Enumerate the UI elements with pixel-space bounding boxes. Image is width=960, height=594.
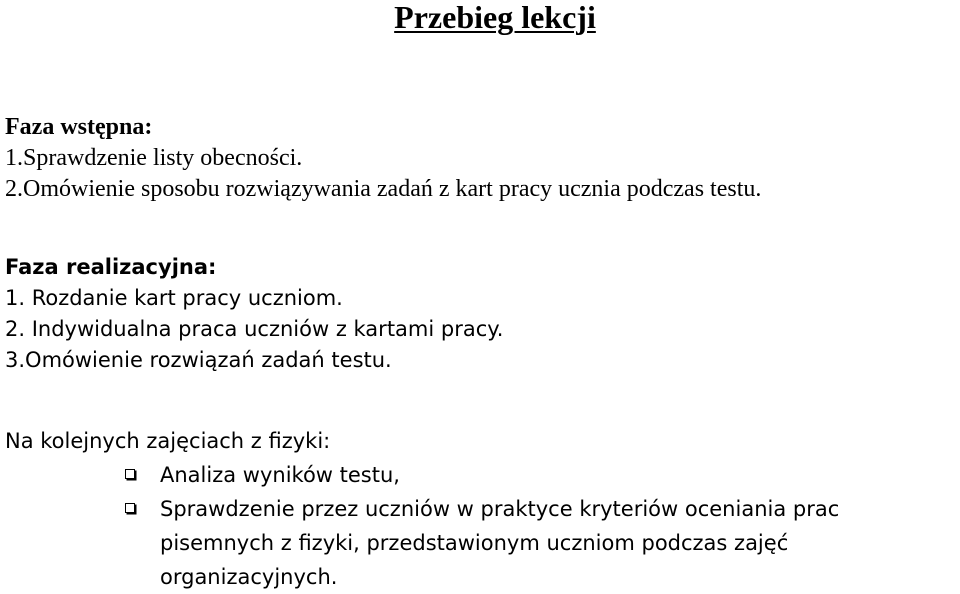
next-lessons-section — [5, 424, 955, 594]
phase-intro-item: 2.Omówienie sposobu rozwiązywania zadań z kart pracy ucznia podczas testu. — [5, 176, 762, 202]
phase-main-item: 3.Omówienie rozwiązań zadań testu. — [5, 348, 392, 372]
next-lessons-list — [5, 458, 955, 594]
phase-intro-section — [5, 112, 761, 205]
page-title: Przebieg lekcji — [394, 0, 596, 35]
list-item — [5, 492, 955, 594]
phase-main-section — [5, 252, 503, 376]
list-item — [5, 458, 955, 492]
phase-intro-heading: Faza wstępna: — [5, 114, 153, 140]
phase-main-item: 1. Rozdanie kart pracy uczniom. — [5, 286, 343, 310]
list-item-text: Sprawdzenie przez uczniów w praktyce kryteriów oceniania prac pisemnych z fizyki, przedstawionym uczniom podczas zajęć organizacyjnych. — [160, 497, 840, 589]
phase-main-item: 2. Indywidualna praca uczniów z kartami pracy. — [5, 317, 504, 341]
next-lessons-intro: Na kolejnych zajęciach z fizyki: — [5, 429, 331, 453]
checkbox-bullet-icon — [125, 469, 135, 479]
phase-intro-item: 1.Sprawdzenie listy obecności. — [5, 145, 303, 171]
list-item-text: Analiza wyników testu, — [160, 463, 400, 487]
checkbox-bullet-icon — [125, 503, 135, 513]
phase-main-heading: Faza realizacyjna: — [5, 255, 217, 279]
